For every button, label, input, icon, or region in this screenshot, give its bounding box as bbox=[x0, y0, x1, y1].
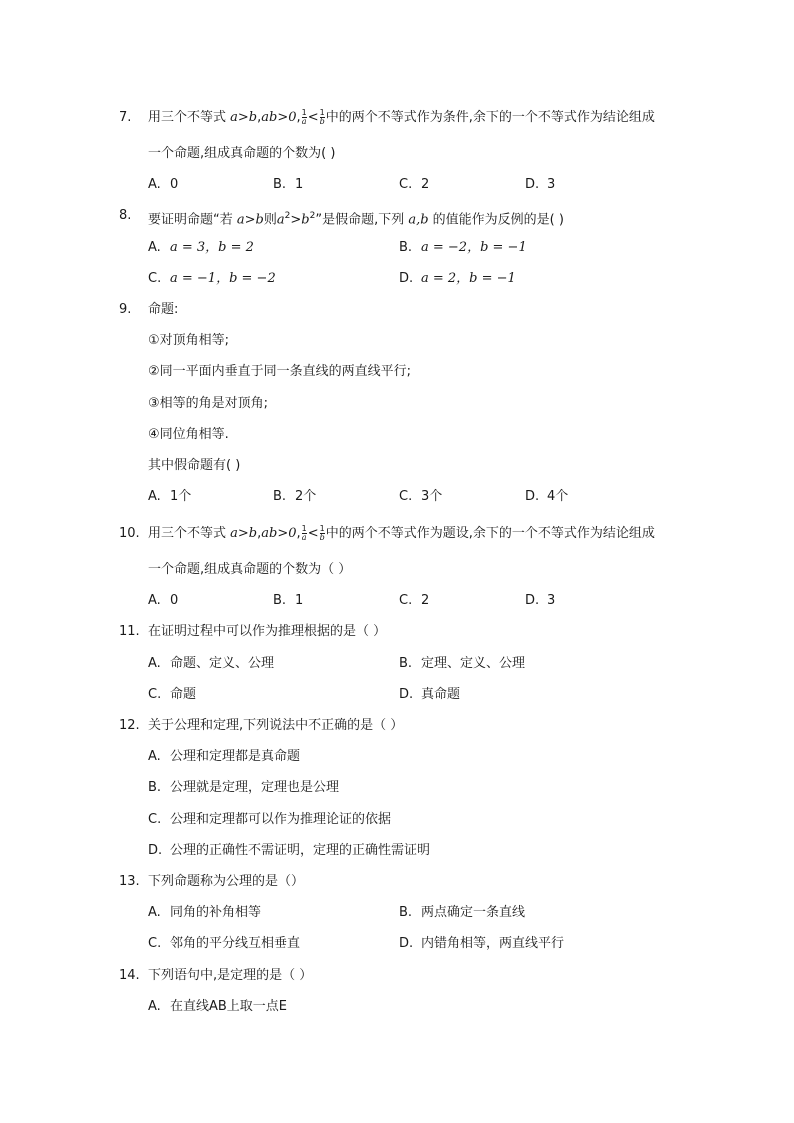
option-a[interactable]: A. 0 bbox=[148, 593, 179, 608]
question-11-options-row1 bbox=[148, 654, 708, 674]
question-7-continuation: 一个命题,组成真命题的个数为( ) bbox=[148, 146, 336, 161]
option-a[interactable]: A. 命题、定义、公理 bbox=[148, 656, 275, 671]
option-c[interactable]: C. a = −1，b = −2 bbox=[148, 271, 276, 286]
option-d[interactable]: D. 3 bbox=[525, 177, 556, 192]
option-a[interactable]: A. a = 3，b = 2 bbox=[148, 240, 254, 255]
option-d[interactable]: D. 3 bbox=[525, 593, 556, 608]
question-11 bbox=[119, 622, 699, 642]
question-number: 13. bbox=[119, 874, 140, 889]
option-c[interactable]: C. 邻角的平分线互相垂直 bbox=[148, 936, 301, 951]
question-stem: 用三个不等式 a>b,ab>0, $\frac{1}{a}$ < $\frac{1}{b}$ 中的两个不等式作为题设,余下的一个不等式作为结论组成 bbox=[148, 524, 655, 542]
question-stem: 关于公理和定理,下列说法中不正确的是（ ） bbox=[148, 718, 404, 733]
option-a[interactable]: A. 公理和定理都是真命题 bbox=[148, 749, 301, 764]
question-number: 11. bbox=[119, 624, 140, 639]
question-13-options-row1 bbox=[148, 903, 708, 923]
option-d[interactable]: D. 内错角相等，两直线平行 bbox=[399, 936, 565, 951]
question-stem: 命题: bbox=[148, 302, 179, 317]
question-stem: 在证明过程中可以作为推理根据的是（ ） bbox=[148, 624, 387, 639]
option-c[interactable]: C. 命题 bbox=[148, 687, 197, 702]
proposition-item: ①对顶角相等; bbox=[148, 333, 230, 348]
option-b[interactable]: B. 1 bbox=[273, 593, 304, 608]
question-7-options bbox=[148, 175, 708, 195]
question-12 bbox=[119, 716, 699, 736]
fraction-1-over-b: $\frac{1}{b}$ bbox=[319, 108, 325, 126]
option-d[interactable]: D. 公理的正确性不需证明，定理的正确性需证明 bbox=[148, 843, 431, 858]
proposition-item: ④同位角相等. bbox=[148, 427, 229, 442]
option-b[interactable]: B. 两点确定一条直线 bbox=[399, 905, 526, 920]
option-b[interactable]: B. 1 bbox=[273, 177, 304, 192]
option-d[interactable]: D. a = 2，b = −1 bbox=[399, 271, 516, 286]
question-number: 14. bbox=[119, 968, 140, 983]
question-10 bbox=[119, 524, 699, 544]
question-10-options bbox=[148, 591, 708, 611]
option-c[interactable]: C. 公理和定理都可以作为推理论证的依据 bbox=[148, 812, 392, 827]
fraction-1-over-a: $\frac{1}{a}$ bbox=[301, 524, 307, 542]
question-9-ask: 其中假命题有( ) bbox=[148, 458, 241, 473]
proposition-item: ②同一平面内垂直于同一条直线的两直线平行; bbox=[148, 364, 412, 379]
option-a[interactable]: A. 同角的补角相等 bbox=[148, 905, 262, 920]
question-number: 7. bbox=[119, 110, 132, 125]
question-9-options bbox=[148, 487, 708, 507]
option-b[interactable]: B. 2个 bbox=[273, 489, 317, 504]
question-8 bbox=[119, 206, 699, 226]
question-14 bbox=[119, 966, 699, 986]
question-number: 9. bbox=[119, 302, 132, 317]
question-stem: 下列语句中,是定理的是（ ） bbox=[148, 968, 313, 983]
question-10-continuation: 一个命题,组成真命题的个数为（ ） bbox=[148, 562, 352, 577]
question-7 bbox=[119, 108, 699, 128]
question-11-options-row2 bbox=[148, 685, 708, 705]
question-number: 8. bbox=[119, 208, 132, 223]
option-d[interactable]: D. 4个 bbox=[525, 489, 569, 504]
question-8-options-row1 bbox=[148, 238, 708, 258]
question-13 bbox=[119, 872, 699, 892]
option-b[interactable]: B. 定理、定义、公理 bbox=[399, 656, 526, 671]
question-number: 10. bbox=[119, 526, 140, 541]
proposition-item: ③相等的角是对顶角; bbox=[148, 396, 269, 411]
question-9 bbox=[119, 300, 699, 320]
fraction-1-over-b: $\frac{1}{b}$ bbox=[319, 524, 325, 542]
option-b[interactable]: B. a = −2，b = −1 bbox=[399, 240, 527, 255]
option-b[interactable]: B. 公理就是定理，定理也是公理 bbox=[148, 780, 340, 795]
question-stem: 用三个不等式 a>b,ab>0, $\frac{1}{a}$ < $\frac{1}{b}$ 中的两个不等式作为条件,余下的一个不等式作为结论组成 bbox=[148, 108, 655, 126]
option-a[interactable]: A. 0 bbox=[148, 177, 179, 192]
option-c[interactable]: C. 2 bbox=[399, 177, 430, 192]
question-number: 12. bbox=[119, 718, 140, 733]
option-d[interactable]: D. 真命题 bbox=[399, 687, 461, 702]
question-stem: 要证明命题“若 a>b则$a^2>b^2$”是假命题,下列 a,b 的值能作为反例的是( ) bbox=[148, 211, 564, 228]
option-a[interactable]: A. 1个 bbox=[148, 489, 192, 504]
option-c[interactable]: C. 3个 bbox=[399, 489, 443, 504]
option-a[interactable]: A. 在直线AB上取一点E bbox=[148, 999, 288, 1014]
question-13-options-row2 bbox=[148, 934, 708, 954]
fraction-1-over-a: $\frac{1}{a}$ bbox=[301, 108, 307, 126]
question-stem: 下列命题称为公理的是（） bbox=[148, 874, 305, 889]
option-c[interactable]: C. 2 bbox=[399, 593, 430, 608]
question-8-options-row2 bbox=[148, 269, 708, 289]
